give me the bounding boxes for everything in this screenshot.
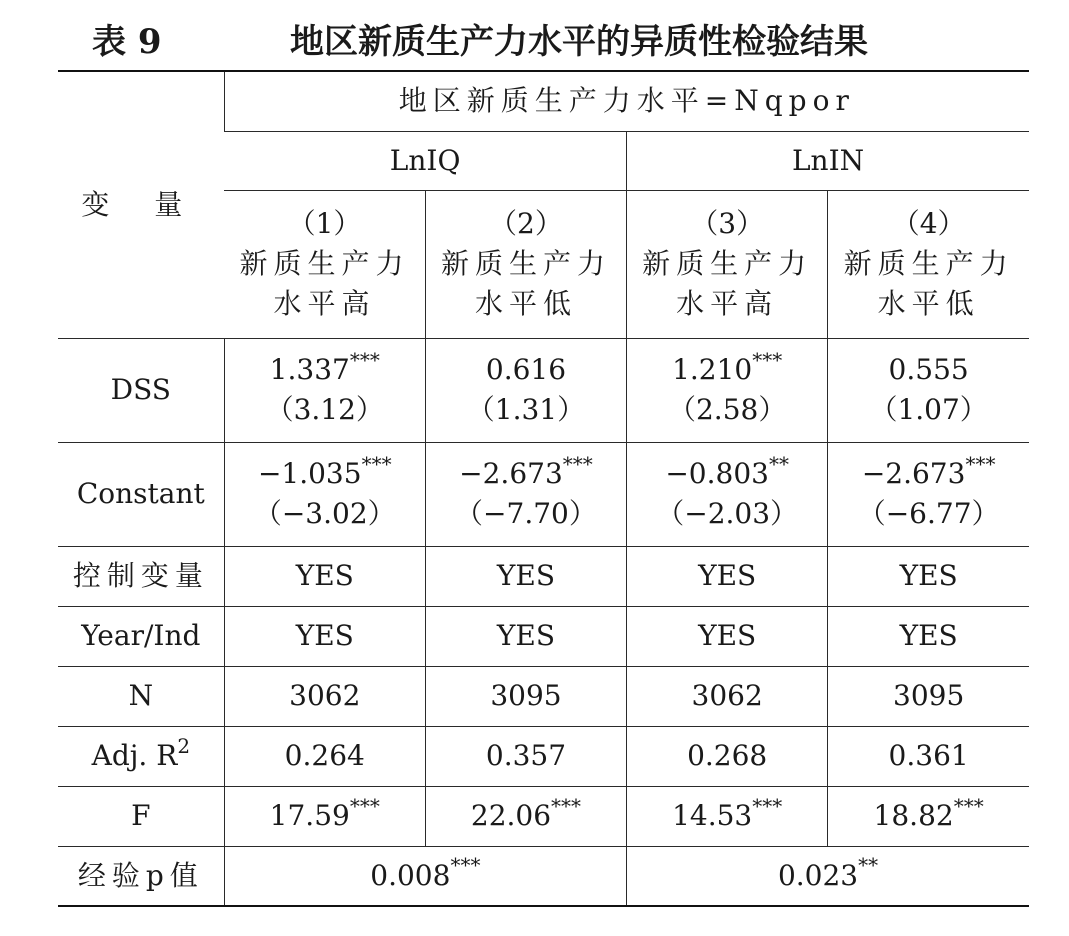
row-label-controls: 控制变量 <box>58 546 224 606</box>
row-label-dss: DSS <box>58 338 224 442</box>
row-empirical-p <box>58 846 1029 906</box>
row-year-ind <box>58 606 1029 666</box>
column-header-4: （4） 新质生产力 水平低 <box>828 190 1029 338</box>
cell-empirical-p-lniq: 0.008*** <box>224 846 626 906</box>
row-dss <box>58 338 1029 442</box>
cell-f-3: 14.53*** <box>627 786 828 846</box>
row-label-f: F <box>58 786 224 846</box>
row-controls <box>58 546 1029 606</box>
column-header-3: （3） 新质生产力 水平高 <box>627 190 828 338</box>
cell-dss-1: 1.337*** （3.12） <box>224 338 425 442</box>
cell-constant-1: −1.035*** （−3.02） <box>224 442 425 546</box>
column-header-1: （1） 新质生产力 水平高 <box>224 190 425 338</box>
cell-n-2: 3095 <box>425 666 626 726</box>
cell-adj-r2-3: 0.268 <box>627 726 828 786</box>
cell-dss-3: 1.210*** （2.58） <box>627 338 828 442</box>
row-constant <box>58 442 1029 546</box>
results-table <box>58 70 1029 907</box>
cell-constant-3: −0.803** （−2.03） <box>627 442 828 546</box>
cell-adj-r2-1: 0.264 <box>224 726 425 786</box>
cell-f-4: 18.82*** <box>828 786 1029 846</box>
cell-dss-4: 0.555 （1.07） <box>828 338 1029 442</box>
cell-year-ind-2: YES <box>425 606 626 666</box>
cell-n-1: 3062 <box>224 666 425 726</box>
group-header-lniq: LnIQ <box>224 131 626 190</box>
cell-year-ind-4: YES <box>828 606 1029 666</box>
row-n <box>58 666 1029 726</box>
cell-n-4: 3095 <box>828 666 1029 726</box>
table-number: 表 9 <box>92 22 162 62</box>
cell-adj-r2-2: 0.357 <box>425 726 626 786</box>
variable-header: 变 量 <box>58 71 224 338</box>
row-f <box>58 786 1029 846</box>
cell-f-1: 17.59*** <box>224 786 425 846</box>
table-title: 地区新质生产力水平的异质性检验结果 <box>290 22 868 62</box>
row-adj-r2 <box>58 726 1029 786</box>
row-label-adj-r2: Adj. $R^2$ <box>58 726 224 786</box>
table-caption <box>0 0 1069 72</box>
cell-controls-3: YES <box>627 546 828 606</box>
cell-constant-4: −2.673*** （−6.77） <box>828 442 1029 546</box>
cell-year-ind-3: YES <box>627 606 828 666</box>
cell-n-3: 3062 <box>627 666 828 726</box>
group-header-lnin: LnIN <box>627 131 1029 190</box>
dependent-variable-header: 地区新质生产力水平=Nqpor <box>224 71 1029 131</box>
cell-adj-r2-4: 0.361 <box>828 726 1029 786</box>
column-header-2: （2） 新质生产力 水平低 <box>425 190 626 338</box>
cell-constant-2: −2.673*** （−7.70） <box>425 442 626 546</box>
cell-f-2: 22.06*** <box>425 786 626 846</box>
row-label-empirical-p: 经验p值 <box>58 846 224 906</box>
cell-controls-4: YES <box>828 546 1029 606</box>
header-row-dependent <box>58 71 1029 131</box>
cell-empirical-p-lnin: 0.023** <box>627 846 1029 906</box>
row-label-n: N <box>58 666 224 726</box>
cell-dss-2: 0.616 （1.31） <box>425 338 626 442</box>
row-label-year-ind: Year/Ind <box>58 606 224 666</box>
cell-controls-1: YES <box>224 546 425 606</box>
cell-year-ind-1: YES <box>224 606 425 666</box>
row-label-constant: Constant <box>58 442 224 546</box>
cell-controls-2: YES <box>425 546 626 606</box>
